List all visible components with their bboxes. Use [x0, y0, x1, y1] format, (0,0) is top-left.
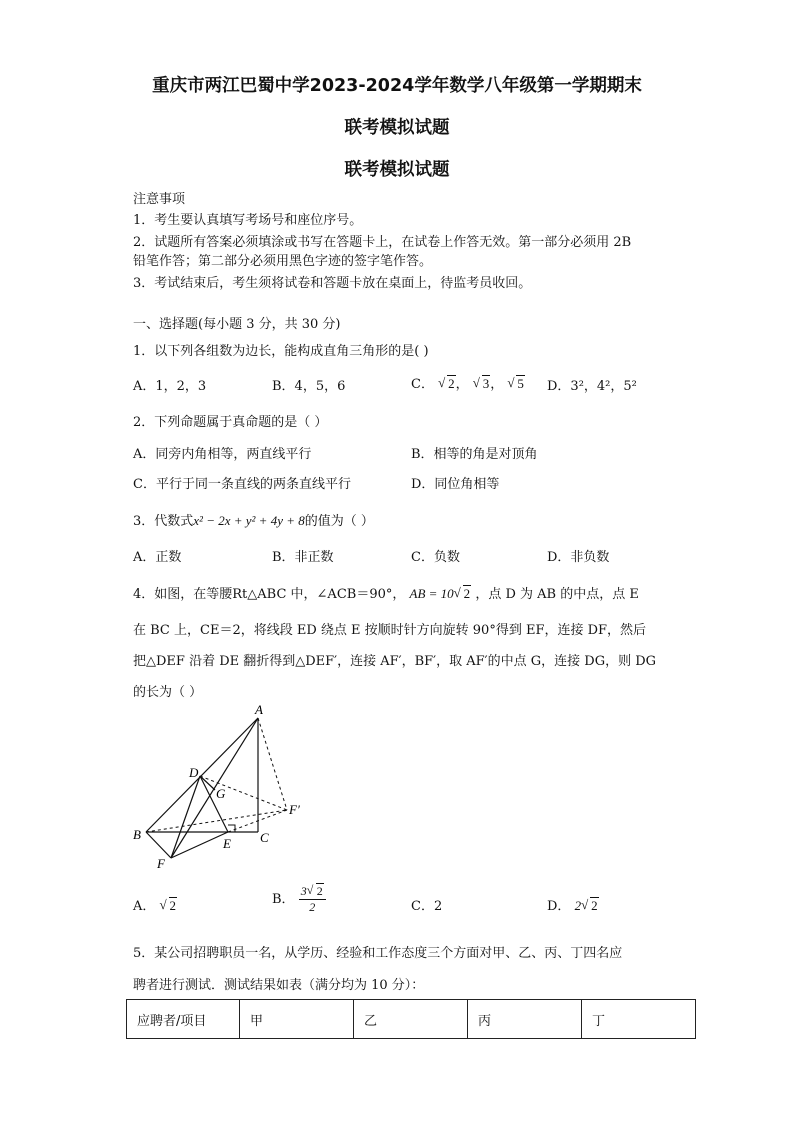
segment-bf — [146, 832, 171, 858]
label-e: E — [223, 836, 231, 851]
q3-expression: x² − 2x + y² + 4y + 8 — [193, 513, 305, 528]
segment-afp — [258, 718, 287, 810]
label-f: F — [157, 856, 165, 871]
q1-option-c: C． √ 2， √ 3， √ 5 — [411, 373, 525, 392]
q1-sqrt-5: √ 5 — [507, 376, 525, 392]
q4-option-a: A． √ 2 — [133, 895, 177, 914]
notice-heading: 注意事项 — [133, 192, 186, 207]
label-f-prime: F′ — [289, 802, 300, 817]
notice-item-2a: 2．试题所有答案必须填涂或书写在答题卡上，在试卷上作答无效。第一部分必须用 2B — [133, 235, 632, 250]
q4-option-c: C．2 — [411, 899, 443, 914]
q1-option-d: D．3²，4²，5² — [547, 379, 637, 394]
q4-sqrt-2: √ 2 — [454, 586, 472, 602]
right-angle-mark — [228, 825, 235, 832]
q2-option-b: B．相等的角是对顶角 — [411, 447, 538, 462]
q4-line2: 在 BC 上，CE＝2，将线段 ED 绕点 E 按顺时针方向旋转 90°得到 EF，连接 DF，然后 — [133, 623, 647, 638]
segment-dfp — [200, 776, 287, 810]
q4-option-d: D． 2√ 2 — [547, 895, 599, 914]
q1-option-b: B．4，5，6 — [272, 379, 346, 394]
q1-sqrt-2: √ 2 — [438, 376, 456, 392]
exam-title-line2: 联考模拟试题 — [344, 118, 450, 138]
q2-option-c: C．平行于同一条直线的两条直线平行 — [133, 477, 351, 492]
label-c: C — [260, 830, 269, 845]
q3-option-a: A．正数 — [133, 550, 182, 565]
exam-title-line1: 重庆市两江巴蜀中学2023-2024学年数学八年级第一学期期末 — [152, 76, 642, 96]
q5-line1: 5．某公司招聘职员一名，从学历、经验和工作态度三个方面对甲、乙、丙、丁四名应 — [133, 946, 623, 961]
q5-line2: 聘者进行测试．测试结果如表（满分均为 10 分）： — [133, 978, 425, 993]
notice-item-3: 3．考试结束后，考生须将试卷和答题卡放在桌面上，待监考员收回。 — [133, 276, 532, 291]
q4-fraction: $\frac{3√ 2}{2}$ — [299, 884, 326, 915]
label-a: A — [255, 702, 263, 717]
q2-stem: 2．下列命题属于真命题的是（ ） — [133, 415, 328, 430]
segment-df — [171, 776, 200, 858]
notice-item-2b: 铅笔作答；第二部分必须用黑色字迹的签字笔作答。 — [133, 254, 433, 269]
q3-option-d: D．非负数 — [547, 550, 610, 565]
label-g: G — [216, 786, 226, 801]
q3-option-c: C．负数 — [411, 550, 460, 565]
exam-title-line3: 联考模拟试题 — [344, 160, 450, 180]
q1-option-a: A．1，2，3 — [133, 379, 207, 394]
table-header-cell: 应聘者/项目 — [127, 1000, 240, 1039]
q4-line4: 的长为（ ） — [133, 685, 203, 700]
segment-dg — [200, 776, 215, 790]
table-row — [127, 1000, 696, 1039]
table-header-cell: 乙 — [354, 1000, 468, 1039]
label-d: D — [189, 765, 199, 780]
section-heading: 一、选择题(每小题 3 分，共 30 分) — [133, 317, 341, 332]
segment-bfp — [146, 810, 287, 832]
q3-stem: 3．代数式x² − 2x + y² + 4y + 8的值为（ ） — [133, 513, 374, 529]
q4-line3: 把△DEF 沿着 DE 翻折得到△DEF′，连接 AF′，BF′，取 AF′的中点 G，连接 DG，则 DG — [133, 654, 657, 669]
q4-option-b: B． $\frac{3√ 2}{2}$ — [272, 884, 326, 915]
table-header-cell: 甲 — [240, 1000, 354, 1039]
q5-results-table — [126, 999, 696, 1039]
q1-stem: 1．以下列各组数为边长，能构成直角三角形的是( ) — [133, 344, 429, 359]
q1-sqrt-3: √ 3 — [473, 376, 491, 392]
q4-line1: 4．如图，在等腰Rt△ABC 中，∠ACB＝90°， AB = 10√ 2 ，点 D 为 AB 的中点，点 E — [133, 583, 639, 602]
q2-option-a: A．同旁内角相等，两直线平行 — [133, 447, 312, 462]
label-b: B — [133, 827, 141, 842]
q3-option-b: B．非正数 — [272, 550, 334, 565]
table-header-cell: 丁 — [582, 1000, 696, 1039]
segment-af — [171, 718, 258, 858]
q2-option-d: D．同位角相等 — [411, 477, 500, 492]
segment-ab — [146, 718, 258, 832]
q1-option-c-label: C． — [411, 377, 434, 392]
table-header-cell: 丙 — [468, 1000, 582, 1039]
notice-item-1: 1．考生要认真填写考场号和座位序号。 — [133, 213, 363, 228]
q4-geometry-figure — [125, 700, 325, 875]
